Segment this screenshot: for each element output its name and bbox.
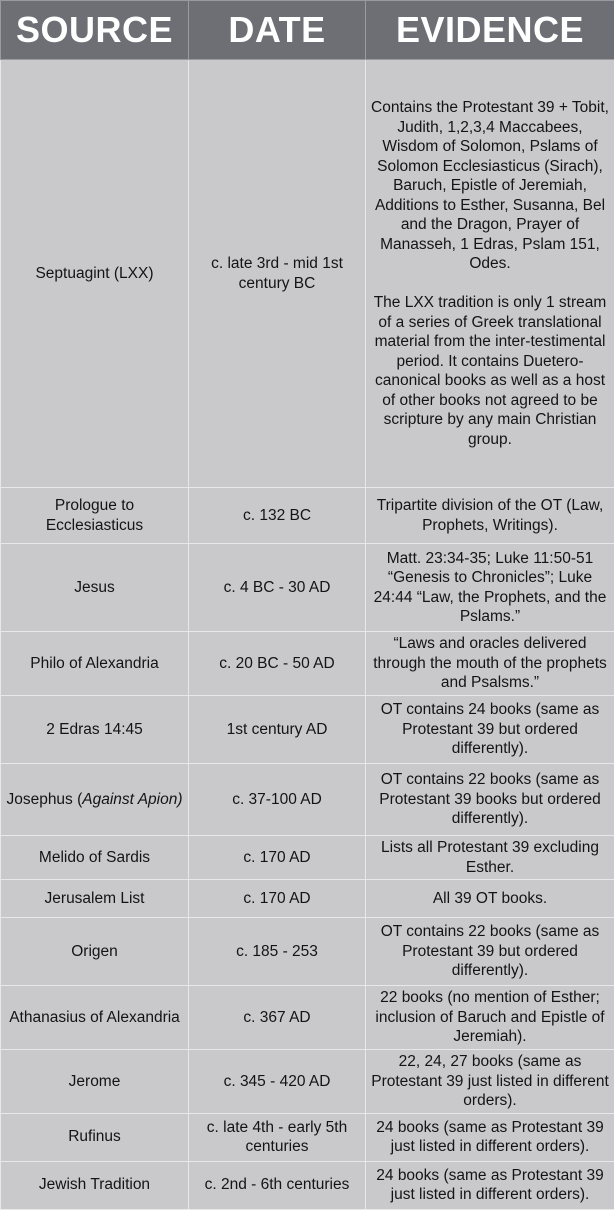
table-row [1, 836, 614, 880]
table-row [1, 1161, 614, 1209]
table-row [1, 986, 614, 1050]
date-cell: c. late 4th - early 5th centuries [189, 1113, 366, 1161]
header-row [1, 1, 614, 60]
evidence-cell: OT contains 22 books (same as Protestant 39 but ordered differently). [366, 918, 614, 986]
evidence-cell: 22 books (no mention of Esther; inclusion of Baruch and Epistle of Jeremiah). [366, 986, 614, 1050]
table-row [1, 1113, 614, 1161]
evidence-cell: Matt. 23:34-35; Luke 11:50-51 “Genesis to Chronicles”; Luke 24:44 “Law, the Prophets, and the Pslams.” [366, 544, 614, 632]
evidence-cell: OT contains 24 books (same as Protestant 39 but ordered differently). [366, 696, 614, 764]
date-cell: c. 20 BC - 50 AD [189, 632, 366, 696]
evidence-cell: “Laws and oracles delivered through the mouth of the prophets and Psalsms.” [366, 632, 614, 696]
date-cell: c. 2nd - 6th centuries [189, 1161, 366, 1209]
evidence-cell: 24 books (same as Protestant 39 just listed in different orders). [366, 1161, 614, 1209]
date-cell: c. 185 - 253 [189, 918, 366, 986]
source-cell: Prologue to Ecclesiasticus [1, 488, 189, 544]
date-cell: c. 37-100 AD [189, 764, 366, 836]
evidence-cell: Tripartite division of the OT (Law, Prophets, Writings). [366, 488, 614, 544]
source-cell: Jesus [1, 544, 189, 632]
source-italic-title: Against Apion) [82, 791, 182, 808]
date-cell: c. 170 AD [189, 836, 366, 880]
header-source: SOURCE [1, 1, 189, 60]
paragraph-gap [368, 274, 612, 294]
source-cell: Origen [1, 918, 189, 986]
evidence-cell: All 39 OT books. [366, 880, 614, 918]
header-date: DATE [189, 1, 366, 60]
table-row [1, 60, 614, 488]
date-cell: c. late 3rd - mid 1st century BC [189, 60, 366, 488]
source-cell: Jerome [1, 1050, 189, 1114]
date-cell: c. 345 - 420 AD [189, 1050, 366, 1114]
source-cell: Melido of Sardis [1, 836, 189, 880]
table-row [1, 918, 614, 986]
date-cell: 1st century AD [189, 696, 366, 764]
evidence-cell: 24 books (same as Protestant 39 just listed in different orders). [366, 1113, 614, 1161]
source-cell [1, 764, 189, 836]
source-cell: 2 Edras 14:45 [1, 696, 189, 764]
evidence-text: Contains the Protestant 39 + Tobit, Judith, 1,2,3,4 Maccabees, Wisdom of Solomon, Pslams of Solomon Ecclesiasticus (Sirach), Baruch, Epistle of Jeremiah, Additions to Esther, Susanna, Bel and the Dragon, Prayer of Manasseh, 1 Edras, Pslam 151, Odes. [368, 98, 612, 274]
table-row [1, 880, 614, 918]
evidence-note: The LXX tradition is only 1 stream of a series of Greek translational material from the inter-testimental period. It contains Duetero-canonical books as well as a host of other books not agreed to be scripture by any main Christian group. [368, 293, 612, 449]
table-row [1, 1050, 614, 1114]
table-row [1, 544, 614, 632]
table-row [1, 764, 614, 836]
source-text: Josephus ( [6, 791, 82, 808]
evidence-cell [366, 60, 614, 488]
date-cell: c. 367 AD [189, 986, 366, 1050]
header-evidence: EVIDENCE [366, 1, 614, 60]
source-cell: Athanasius of Alexandria [1, 986, 189, 1050]
source-cell: Septuagint (LXX) [1, 60, 189, 488]
table-row [1, 696, 614, 764]
date-cell: c. 4 BC - 30 AD [189, 544, 366, 632]
source-cell: Jewish Tradition [1, 1161, 189, 1209]
source-cell: Jerusalem List [1, 880, 189, 918]
evidence-cell: 22, 24, 27 books (same as Protestant 39 just listed in different orders). [366, 1050, 614, 1114]
evidence-cell: Lists all Protestant 39 excluding Esther. [366, 836, 614, 880]
source-cell: Rufinus [1, 1113, 189, 1161]
table-row [1, 632, 614, 696]
date-cell: c. 170 AD [189, 880, 366, 918]
source-cell: Philo of Alexandria [1, 632, 189, 696]
table-row [1, 488, 614, 544]
evidence-cell: OT contains 22 books (same as Protestant 39 books but ordered differently). [366, 764, 614, 836]
date-cell: c. 132 BC [189, 488, 366, 544]
